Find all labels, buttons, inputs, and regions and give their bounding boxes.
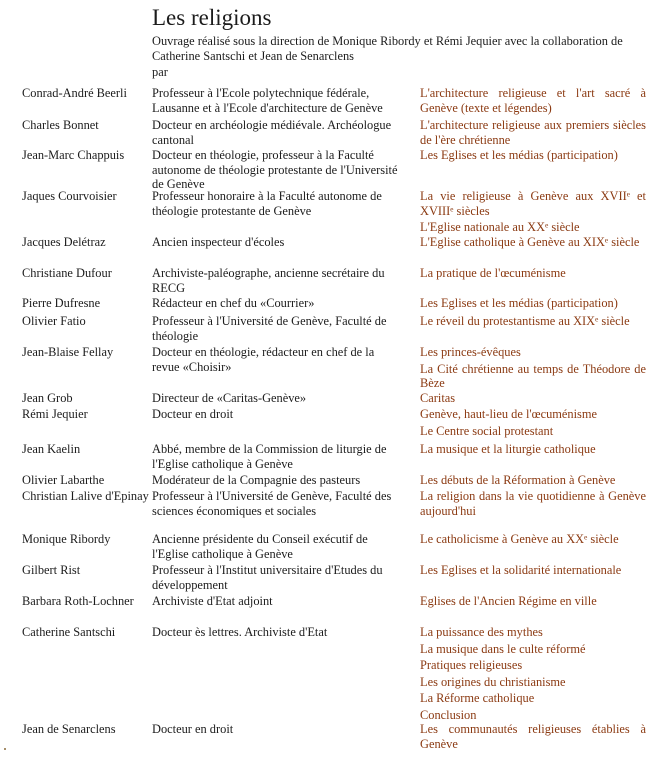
contributor-topics <box>420 625 646 725</box>
contributor-topics <box>420 314 646 331</box>
contributor-name: Jaques Courvoisier <box>22 189 117 203</box>
contributor-topics <box>420 563 646 580</box>
topic-item: Le Centre social protestant <box>420 423 554 438</box>
scan-speck <box>4 748 6 750</box>
contributor-role: Docteur ès lettres. Archiviste d'Etat <box>152 625 328 639</box>
contributor-name: Jean-Blaise Fellay <box>22 345 114 359</box>
contributor-topics <box>420 722 646 753</box>
topic-item: L'Eglise catholique à Genève au XIXᵉ siècle <box>420 235 640 249</box>
contributor-topics <box>420 118 646 149</box>
topic-item: La religion dans la vie quotidienne à Genève aujourd'hui <box>420 489 646 518</box>
contributor-role: Modérateur de la Compagnie des pasteurs <box>152 473 361 487</box>
contributor-name: Gilbert Rist <box>22 563 81 577</box>
contributor-topics <box>420 266 646 283</box>
contributor-topics <box>420 442 646 459</box>
topic-item: Pratiques religieuses <box>420 658 523 673</box>
intro-text: Ouvrage réalisé sous la direction de Monique Ribordy et Rémi Jequier avec la collaboration de Catherine Santschi et Jean de Senarclens <box>152 34 623 63</box>
contributor-role: Docteur en droit <box>152 722 234 736</box>
contributor-role: Professeur à l'Université de Genève, Faculté de théologie <box>152 314 387 343</box>
topic-item: L'architecture religieuse et l'art sacré à Genève (texte et légendes) <box>420 86 646 115</box>
contributor-name: Olivier Labarthe <box>22 473 105 487</box>
topic-item: La vie religieuse à Genève aux XVIIᵉ et XVIIIᵉ siècles <box>420 189 646 218</box>
topic-item: Les princes-évêques <box>420 345 521 359</box>
contributor-topics <box>420 148 646 165</box>
contributor-name: Monique Ribordy <box>22 532 111 546</box>
topic-item: La Cité chrétienne au temps de Théodore de Bèze <box>420 361 646 391</box>
contributor-role: Docteur en théologie, professeur à la Faculté autonome de théologie protestante de l'Université de Genève <box>152 148 398 192</box>
topic-item: Les Eglises et les médias (participation) <box>420 296 618 310</box>
contributor-topics <box>420 296 646 313</box>
contributor-name: Jacques Delétraz <box>22 235 106 249</box>
contributor-name: Rémi Jequier <box>22 407 88 421</box>
topic-item: Les communautés religieuses établies à Genève <box>420 722 646 751</box>
contributor-name: Conrad-André Beerli <box>22 86 127 100</box>
topic-item: Genève, haut-lieu de l'œcuménisme <box>420 407 598 421</box>
contributor-name: Jean de Senarclens <box>22 722 116 736</box>
contributor-name: Catherine Santschi <box>22 625 116 639</box>
contributor-role: Professeur à l'Ecole polytechnique fédérale, Lausanne et à l'Ecole d'architecture de Genève <box>152 86 383 115</box>
topic-item: La puissance des mythes <box>420 625 543 639</box>
contributor-name: Barbara Roth-Lochner <box>22 594 134 608</box>
contributor-topics <box>420 189 646 237</box>
topic-item: La musique et la liturgie catholique <box>420 442 596 456</box>
contributor-name: Jean Grob <box>22 391 73 405</box>
par-label: par <box>152 65 168 79</box>
contributor-role: Docteur en droit <box>152 407 234 421</box>
topic-item: Caritas <box>420 391 456 405</box>
contributor-role: Directeur de «Caritas-Genève» <box>152 391 307 405</box>
contributor-topics <box>420 345 646 393</box>
page-title: Les religions <box>152 5 272 30</box>
contributor-topics <box>420 532 646 549</box>
contributor-name: Jean-Marc Chappuis <box>22 148 125 162</box>
contributor-topics <box>420 235 646 252</box>
topic-item: L'Eglise nationale au XXᵉ siècle <box>420 220 580 235</box>
contributor-role: Rédacteur en chef du «Courrier» <box>152 296 315 310</box>
contributor-role: Docteur en archéologie médiévale. Archéologue cantonal <box>152 118 392 147</box>
contributor-name: Olivier Fatio <box>22 314 86 328</box>
contributor-role: Professeur honoraire à la Faculté autonome de théologie protestante de Genève <box>152 189 382 218</box>
topic-item: La pratique de l'œcuménisme <box>420 266 566 280</box>
contributor-name: Christian Lalive d'Epinay <box>22 489 149 503</box>
topic-item: Les Eglises et les médias (participation) <box>420 148 618 162</box>
contributor-role: Abbé, membre de la Commission de liturgie de l'Eglise catholique à Genève <box>152 442 387 471</box>
topic-item: Conclusion <box>420 707 477 722</box>
contributor-name: Christiane Dufour <box>22 266 112 280</box>
topic-item: Le catholicisme à Genève au XXᵉ siècle <box>420 532 619 546</box>
topic-item: La Réforme catholique <box>420 691 535 706</box>
contributor-name: Charles Bonnet <box>22 118 99 132</box>
contributor-role: Ancienne présidente du Conseil exécutif de l'Eglise catholique à Genève <box>152 532 368 561</box>
contributor-topics <box>420 594 646 611</box>
contributor-topics <box>420 407 646 440</box>
contributor-topics <box>420 489 646 520</box>
contributor-topics <box>420 86 646 117</box>
contributor-topics <box>420 473 646 490</box>
topic-item: Le réveil du protestantisme au XIXᵉ siècle <box>420 314 630 328</box>
contributor-role: Docteur en théologie, rédacteur en chef de la revue «Choisir» <box>152 345 375 374</box>
contributor-name: Pierre Dufresne <box>22 296 101 310</box>
contributor-role: Archiviste-paléographe, ancienne secrétaire du RECG <box>152 266 385 295</box>
topic-item: Les origines du christianisme <box>420 674 566 689</box>
contributor-role: Professeur à l'Institut universitaire d'Etudes du développement <box>152 563 383 592</box>
contributor-role: Ancien inspecteur d'écoles <box>152 235 285 249</box>
topic-item: L'architecture religieuse aux premiers siècles de l'ère chrétienne <box>420 118 646 147</box>
contributor-topics <box>420 391 646 408</box>
topic-item: La musique dans le culte réformé <box>420 641 586 656</box>
contributor-name: Jean Kaelin <box>22 442 81 456</box>
topic-item: Eglises de l'Ancien Régime en ville <box>420 594 597 608</box>
topic-item: Les débuts de la Réformation à Genève <box>420 473 616 487</box>
contributor-role: Archiviste d'Etat adjoint <box>152 594 273 608</box>
contributor-role: Professeur à l'Université de Genève, Faculté des sciences économiques et sociales <box>152 489 392 518</box>
topic-item: Les Eglises et la solidarité internationale <box>420 563 622 577</box>
